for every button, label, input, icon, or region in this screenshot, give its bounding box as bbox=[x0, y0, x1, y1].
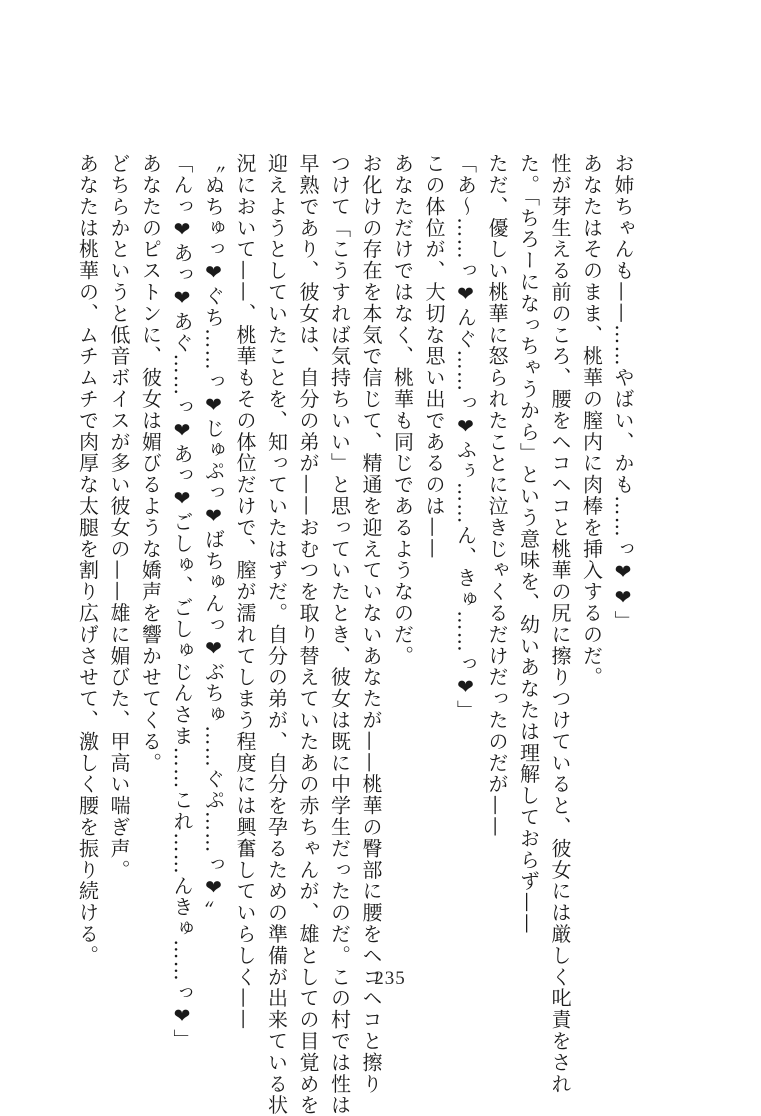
text-line: あなたはそのまま、桃華の膣内に肉棒を挿入するのだ。 bbox=[579, 153, 604, 688]
text-line: お化けの存在を本気で信じて、精通を迎えていないあなたが——桃華の臀部に腰をヘコヘコと擦り bbox=[359, 153, 383, 1095]
text-line: 性が芽生える前のころ、腰をヘコヘコと桃華の尻に擦りつけていると、彼女には厳しく叱責をされ bbox=[548, 153, 572, 1095]
text-line: お姉ちゃんも——……やばい、かも……っ❤❤」 bbox=[611, 153, 635, 632]
text-line: どちらかというと低音ボイスが多い彼女の——雄に媚びた、甲高い喘ぎ声。 bbox=[107, 153, 131, 881]
text-line: つけて「こうすれば気持ちいい」と思っていたとき、彼女は既に中学生だったのだ。この村では性は bbox=[327, 153, 352, 1116]
text-line: 況において——、桃華もその体位だけで、膣が濡れてしまう程度には興奮していらしく—— bbox=[233, 153, 257, 1031]
text-line: あなただけではなく、桃華も同じであるようなのだ。 bbox=[390, 153, 415, 667]
text-line: あなたのピストンに、彼女は媚びるような嬌声を響かせてくる。 bbox=[138, 153, 163, 774]
text-line: 「あ〜……っ❤んぐ……っ❤ふぅ……ん、きゅ……っ❤」 bbox=[453, 153, 478, 722]
text-line: 〝ぬちゅっ❤ぐち……っ❤じゅぷっ❤ばちゅんっ❤ぶちゅ……ぐぷ……っ❤〟 bbox=[201, 153, 226, 922]
text-line: 迎えようとしていたことを、知っていたはずだ。自分の弟が、自分を孕るための準備が出来ている状 bbox=[264, 153, 289, 1116]
text-line: この体位が、大切な思い出であるのは—— bbox=[422, 153, 446, 560]
text-line: 「んっ❤あっ❤あぐ……っ❤あっ❤ごしゅ、ごしゅじんさま……これ……んきゅ……っ❤」 bbox=[170, 153, 194, 1051]
text-line: あなたは桃華の、ムチムチで肉厚な太腿を割り広げさせて、激しく腰を振り続ける。 bbox=[75, 153, 100, 967]
text-line: 早熟であり、彼女は、自分の弟が——おむつを取り替えていたあの赤ちゃんが、雄としての目覚めを bbox=[296, 153, 320, 1116]
text-line: ただ、優しい桃華に怒られたことに泣きじゃくるだけだったのだが—— bbox=[485, 153, 509, 838]
text-line: た。「ちろーになっちゃうから」という意味を、幼いあなたは理解しておらず—— bbox=[516, 153, 541, 935]
page-number: 235 bbox=[374, 968, 406, 989]
